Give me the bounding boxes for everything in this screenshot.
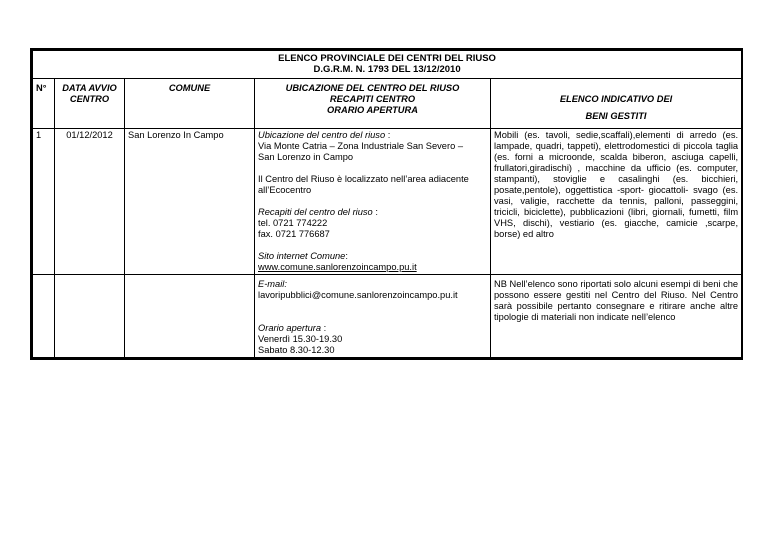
header-elenco-beni: ELENCO INDICATIVO DEI BENI GESTITI [491, 79, 742, 129]
orario-label: Orario apertura [258, 323, 322, 333]
header-n: N° [33, 79, 55, 129]
localizzato-text: Il Centro del Riuso è localizzato nell’area adiacente [258, 174, 469, 184]
email-address[interactable]: lavoripubblici@comune.sanlorenzoincampo.pu.it [258, 290, 458, 300]
ubicazione-label: Ubicazione del centro del riuso [258, 130, 386, 140]
cell-ubicazione: Ubicazione del centro del riuso : Via Monte Catria – Zona Industriale San Severo – San Lorenzo in Campo Il Centro del Riuso è localizzato nell’area adiacente all’Ecocentro Recapiti del centro del riuso : tel. 0721 774222 fax. 0721 776687 Sito internet Comune: www.comune.sanlorenzoincampo.pu.it [255, 129, 491, 275]
orario-sabato: Sabato 8.30-12.30 [258, 345, 335, 355]
riuso-table-wrapper [30, 48, 743, 360]
title-line-1: ELENCO PROVINCIALE DEI CENTRI DEL RIUSO [278, 53, 496, 64]
email-label: E-mail: [258, 279, 287, 289]
orario-venerdi: Venerdì 15.30-19.30 [258, 334, 343, 344]
fax-number: fax. 0721 776687 [258, 229, 330, 239]
cell-n: 1 [33, 129, 55, 275]
cell-comune: San Lorenzo In Campo [125, 129, 255, 275]
table-row-continued [33, 275, 742, 358]
header-row [33, 79, 742, 129]
table-title [33, 51, 742, 79]
website-link[interactable]: www.comune.sanlorenzoincampo.pu.it [258, 262, 417, 272]
header-data-avvio: DATA AVVIO CENTRO [55, 79, 125, 129]
cell-nb-note: NB Nell’elenco sono riportati solo alcuni esempi di beni che possono essere gestiti nel Centro del Riuso. Nel Centro sarà possibile pertanto consegnare e ritirare anche altre tipologie di materiali non indicate nell’elenco [491, 275, 742, 358]
header-ubicazione: UBICAZIONE DEL CENTRO DEL RIUSO RECAPITI CENTRO ORARIO APERTURA [255, 79, 491, 129]
title-line-2: D.G.R.M. N. 1793 DEL 13/12/2010 [313, 64, 461, 75]
cell-beni-gestiti: Mobili (es. tavoli, sedie,scaffali),elementi di arredo (es. lampade, quadri, tappeti), elettrodomestici di piccola taglia (es. forni a microonde, scalda biberon, asciuga capelli, frullatori,giradischi) , macchine da ufficio (es. computer, stampanti), stoviglie e casalinghi (es. bicchieri, posate,pentole), oggettistica -sport- giocattoli- svago (es. vasi, valigie, racchette da tennis, palloni, passeggini, tricicli, biciclette), pubblicazioni (libri, giornali, fumetti, film VHS, dischi), vestiario (es. giacche, camicie ,scarpe, borse) ed altro [491, 129, 742, 275]
phone-number: tel. 0721 774222 [258, 218, 328, 228]
sito-label: Sito internet Comune [258, 251, 346, 261]
ubicazione-address: Via Monte Catria – Zona Industriale San Severo – [258, 141, 463, 151]
recapiti-label: Recapiti del centro del riuso [258, 207, 373, 217]
riuso-table [32, 50, 742, 358]
cell-contatti-orario: E-mail: lavoripubblici@comune.sanlorenzoincampo.pu.it Orario apertura : Venerdì 15.30-19.30 Sabato 8.30-12.30 [255, 275, 491, 358]
ubicazione-town: San Lorenzo in Campo [258, 152, 354, 162]
header-comune: COMUNE [125, 79, 255, 129]
cell-data-avvio: 01/12/2012 [55, 129, 125, 275]
table-row [33, 129, 742, 275]
